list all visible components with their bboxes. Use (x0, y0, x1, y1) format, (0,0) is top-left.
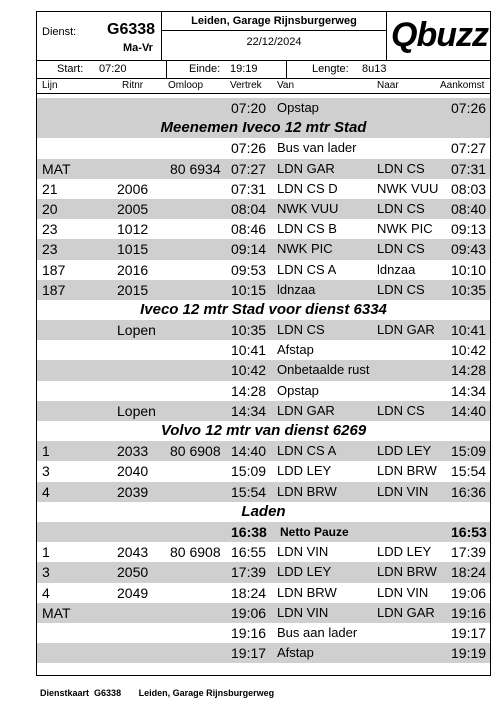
dienst-days: Ma-Vr (123, 42, 153, 54)
cell-aankomst: 19:16 (451, 604, 487, 621)
cell-aankomst: 14:40 (451, 402, 487, 419)
location-cell (162, 12, 387, 60)
cell-van: LDN CS B (277, 221, 337, 237)
col-omloop: Omloop (168, 80, 204, 91)
start-time: 07:20 (99, 63, 127, 75)
cell-aankomst: 10:41 (451, 322, 487, 339)
col-vertrek: Vertrek (230, 80, 262, 91)
cell-van: LDN CS A (277, 261, 337, 277)
lengte-cell (287, 60, 490, 78)
cell-naar: LDN GAR (377, 604, 435, 620)
cell-lijn: 1 (42, 544, 50, 561)
shift-times-row (37, 60, 490, 79)
schedule-row (37, 138, 490, 158)
cell-van: Onbetaalde rust (277, 362, 370, 378)
schedule-row (37, 199, 490, 219)
schedule-row (37, 441, 490, 461)
cell-naar: LDN CS (377, 200, 425, 216)
cell-naar: ldnzaa (377, 261, 416, 277)
cell-lijn: MAT (42, 160, 71, 177)
section-heading-row (37, 502, 490, 522)
pauze-row (37, 522, 490, 542)
cell-aankomst: 18:24 (451, 564, 487, 581)
cell-lijn: MAT (42, 604, 71, 621)
header-block (37, 12, 490, 61)
col-aankomst: Aankomst (440, 80, 485, 91)
cell-naar: LDN BRW (377, 463, 437, 479)
cell-ritnr: 2039 (117, 483, 149, 500)
column-header-row (37, 79, 490, 94)
cell-van: NWK VUU (277, 200, 339, 216)
cell-omloop: 80 6934 (170, 160, 221, 177)
cell-van: LDN GAR (277, 402, 335, 418)
cell-naar: NWK PIC (377, 221, 433, 237)
cell-vertrek: 07:27 (231, 160, 267, 177)
cell-vertrek: 15:09 (231, 463, 267, 480)
cell-aankomst: 07:31 (451, 160, 487, 177)
cell-ritnr: 2049 (117, 584, 149, 601)
cell-ritnr: 1015 (117, 241, 149, 258)
cell-van: LDN CS D (277, 180, 338, 196)
section-title: Laden (241, 502, 286, 520)
cell-aankomst: 10:42 (451, 342, 487, 359)
col-van: Van (277, 80, 295, 91)
schedule-row (37, 280, 490, 300)
schedule-row (37, 239, 490, 259)
cell-vertrek: 16:38 (231, 523, 267, 540)
cell-omloop: 80 6908 (170, 443, 221, 460)
cell-vertrek: 09:14 (231, 241, 267, 258)
location-name: Leiden, Garage Rijnsburgerweg (162, 12, 386, 31)
cell-naar: LDD LEY (377, 443, 432, 459)
cell-lijn: 1 (42, 443, 50, 460)
col-ritnr: Ritnr (122, 80, 144, 91)
cell-lijn: 3 (42, 463, 50, 480)
cell-vertrek: 16:55 (231, 544, 267, 561)
section-heading-row (37, 300, 490, 320)
cell-vertrek: 10:41 (231, 342, 267, 359)
footer (40, 688, 274, 698)
cell-van: ldnzaa (277, 281, 316, 297)
service-date: 22/12/2024 (246, 36, 302, 48)
cell-aankomst: 10:10 (451, 261, 487, 278)
schedule-row (37, 360, 490, 380)
cell-vertrek: 07:20 (231, 100, 267, 116)
cell-vertrek: 14:34 (231, 402, 267, 419)
cell-vertrek: 08:46 (231, 221, 267, 238)
schedule-row (37, 381, 490, 401)
cell-aankomst: 14:28 (451, 362, 487, 379)
cell-ritnr: Lopen (117, 402, 156, 419)
cell-van: NWK PIC (277, 241, 333, 257)
cell-naar: LDN CS (377, 281, 425, 297)
schedule-row (37, 179, 490, 199)
schedule-row (37, 562, 490, 582)
cell-lijn: 23 (42, 241, 58, 258)
start-label: Start: (57, 63, 84, 75)
einde-label: Einde: (189, 63, 221, 75)
cell-van: Opstap (277, 100, 319, 115)
cell-lijn: 3 (42, 564, 50, 581)
section-heading-row (37, 118, 490, 138)
schedule-row (37, 401, 490, 421)
col-naar: Naar (377, 80, 399, 91)
schedule-row (37, 623, 490, 643)
section-title: Iveco 12 mtr Stad voor dienst 6334 (140, 300, 387, 318)
schedule-row (37, 643, 490, 663)
cell-van: Opstap (277, 382, 319, 398)
schedule-row (37, 260, 490, 280)
einde-cell (167, 60, 287, 78)
cell-vertrek: 10:35 (231, 322, 267, 339)
start-cell (37, 60, 167, 78)
cell-naar: LDN GAR (377, 322, 435, 338)
cell-aankomst: 09:13 (451, 221, 487, 238)
cell-vertrek: 14:40 (231, 443, 267, 460)
cell-van: Bus van lader (277, 140, 357, 156)
cell-aankomst: 14:34 (451, 382, 487, 399)
cell-van: LDN VIN (277, 544, 329, 560)
schedule-row (37, 340, 490, 360)
cell-naar: LDN CS (377, 402, 425, 418)
cell-ritnr: 2043 (117, 544, 149, 561)
cell-aankomst: 08:40 (451, 200, 487, 217)
cell-vertrek: 17:39 (231, 564, 267, 581)
cell-lijn: 20 (42, 200, 58, 217)
cell-ritnr: 2040 (117, 463, 149, 480)
dienst-label: Dienst: (42, 26, 77, 38)
cell-lijn: 4 (42, 483, 50, 500)
cell-vertrek: 10:15 (231, 281, 267, 298)
cell-vertrek: 10:42 (231, 362, 267, 379)
cell-lijn: 187 (42, 281, 66, 298)
cell-lijn: 4 (42, 584, 50, 601)
cell-van: LDN VIN (277, 604, 329, 620)
cell-vertrek: 15:54 (231, 483, 267, 500)
cell-naar: LDN BRW (377, 564, 437, 580)
cell-ritnr: 1012 (117, 221, 149, 238)
schedule-row (37, 461, 490, 481)
cell-lijn: 187 (42, 261, 66, 278)
cell-naar: LDN VIN (377, 584, 429, 600)
schedule-row (37, 542, 490, 562)
cell-naar: LDN CS (377, 241, 425, 257)
qbuzz-logo: Qbuzz (391, 16, 488, 54)
cell-aankomst: 07:27 (451, 140, 487, 157)
cell-lijn: 21 (42, 180, 58, 197)
lengte-label: Lengte: (312, 63, 349, 75)
cell-van: LDN BRW (277, 483, 337, 499)
cell-vertrek: 07:26 (231, 140, 267, 157)
cell-aankomst: 09:43 (451, 241, 487, 258)
cell-vertrek: 19:17 (231, 645, 267, 662)
cell-aankomst: 19:06 (451, 584, 487, 601)
cell-vertrek: 08:04 (231, 200, 267, 217)
cell-van: LDD LEY (277, 463, 332, 479)
cell-aankomst: 16:53 (451, 523, 487, 540)
cell-ritnr: 2015 (117, 281, 149, 298)
cell-aankomst: 07:26 (451, 100, 487, 116)
cell-van: Bus aan lader (277, 624, 358, 640)
cell-van: LDD LEY (277, 564, 332, 580)
brand-cell (387, 12, 490, 60)
cell-naar: LDD LEY (377, 544, 432, 560)
footer-location: Leiden, Garage Rijnsburgerweg (138, 688, 275, 698)
cell-van: Netto Pauze (280, 524, 349, 539)
cell-vertrek: 19:06 (231, 604, 267, 621)
cell-van: LDN GAR (277, 160, 335, 176)
cell-aankomst: 10:35 (451, 281, 487, 298)
footer-label: Dienstkaart (40, 688, 90, 698)
section-heading-row (37, 421, 490, 441)
cell-vertrek: 07:31 (231, 180, 267, 197)
cell-aankomst: 15:09 (451, 443, 487, 460)
cell-vertrek: 19:16 (231, 624, 267, 641)
cell-ritnr: 2016 (117, 261, 149, 278)
cell-van: LDN BRW (277, 584, 337, 600)
cell-ritnr: 2050 (117, 564, 149, 581)
schedule-row (37, 583, 490, 603)
cell-aankomst: 15:54 (451, 463, 487, 480)
cell-van: LDN CS (277, 322, 325, 338)
cell-naar: LDN VIN (377, 483, 429, 499)
dienst-code: G6338 (107, 21, 156, 38)
dienst-cell (37, 12, 162, 60)
cell-lijn: 23 (42, 221, 58, 238)
section-title: Volvo 12 mtr van dienst 6269 (160, 422, 367, 439)
cell-aankomst: 16:36 (451, 483, 487, 500)
cell-ritnr: 2033 (117, 443, 149, 460)
section-title: Meenemen Iveco 12 mtr Stad (160, 119, 367, 137)
schedule-row (37, 98, 490, 118)
cell-ritnr: Lopen (117, 322, 156, 339)
schedule-table (37, 98, 490, 663)
cell-ritnr: 2005 (117, 200, 149, 217)
cell-vertrek: 09:53 (231, 261, 267, 278)
cell-naar: NWK VUU (377, 180, 439, 196)
cell-aankomst: 19:17 (451, 624, 487, 641)
cell-vertrek: 14:28 (231, 382, 267, 399)
schedule-row (37, 320, 490, 340)
einde-time: 19:19 (230, 63, 258, 75)
footer-code: G6338 (94, 688, 122, 698)
cell-van: Afstap (277, 342, 314, 358)
cell-aankomst: 19:19 (451, 645, 487, 662)
cell-vertrek: 18:24 (231, 584, 267, 601)
cell-ritnr: 2006 (117, 180, 149, 197)
schedule-row (37, 603, 490, 623)
cell-van: LDN CS A (277, 443, 337, 459)
dienstkaart-sheet (36, 11, 491, 676)
cell-aankomst: 08:03 (451, 180, 487, 197)
cell-van: Afstap (277, 645, 314, 661)
schedule-row (37, 482, 490, 502)
lengte-value: 8u13 (362, 63, 387, 75)
col-lijn: Lijn (42, 80, 58, 91)
schedule-row (37, 219, 490, 239)
cell-aankomst: 17:39 (451, 544, 487, 561)
schedule-row (37, 159, 490, 179)
cell-naar: LDN CS (377, 160, 425, 176)
cell-omloop: 80 6908 (170, 544, 221, 561)
